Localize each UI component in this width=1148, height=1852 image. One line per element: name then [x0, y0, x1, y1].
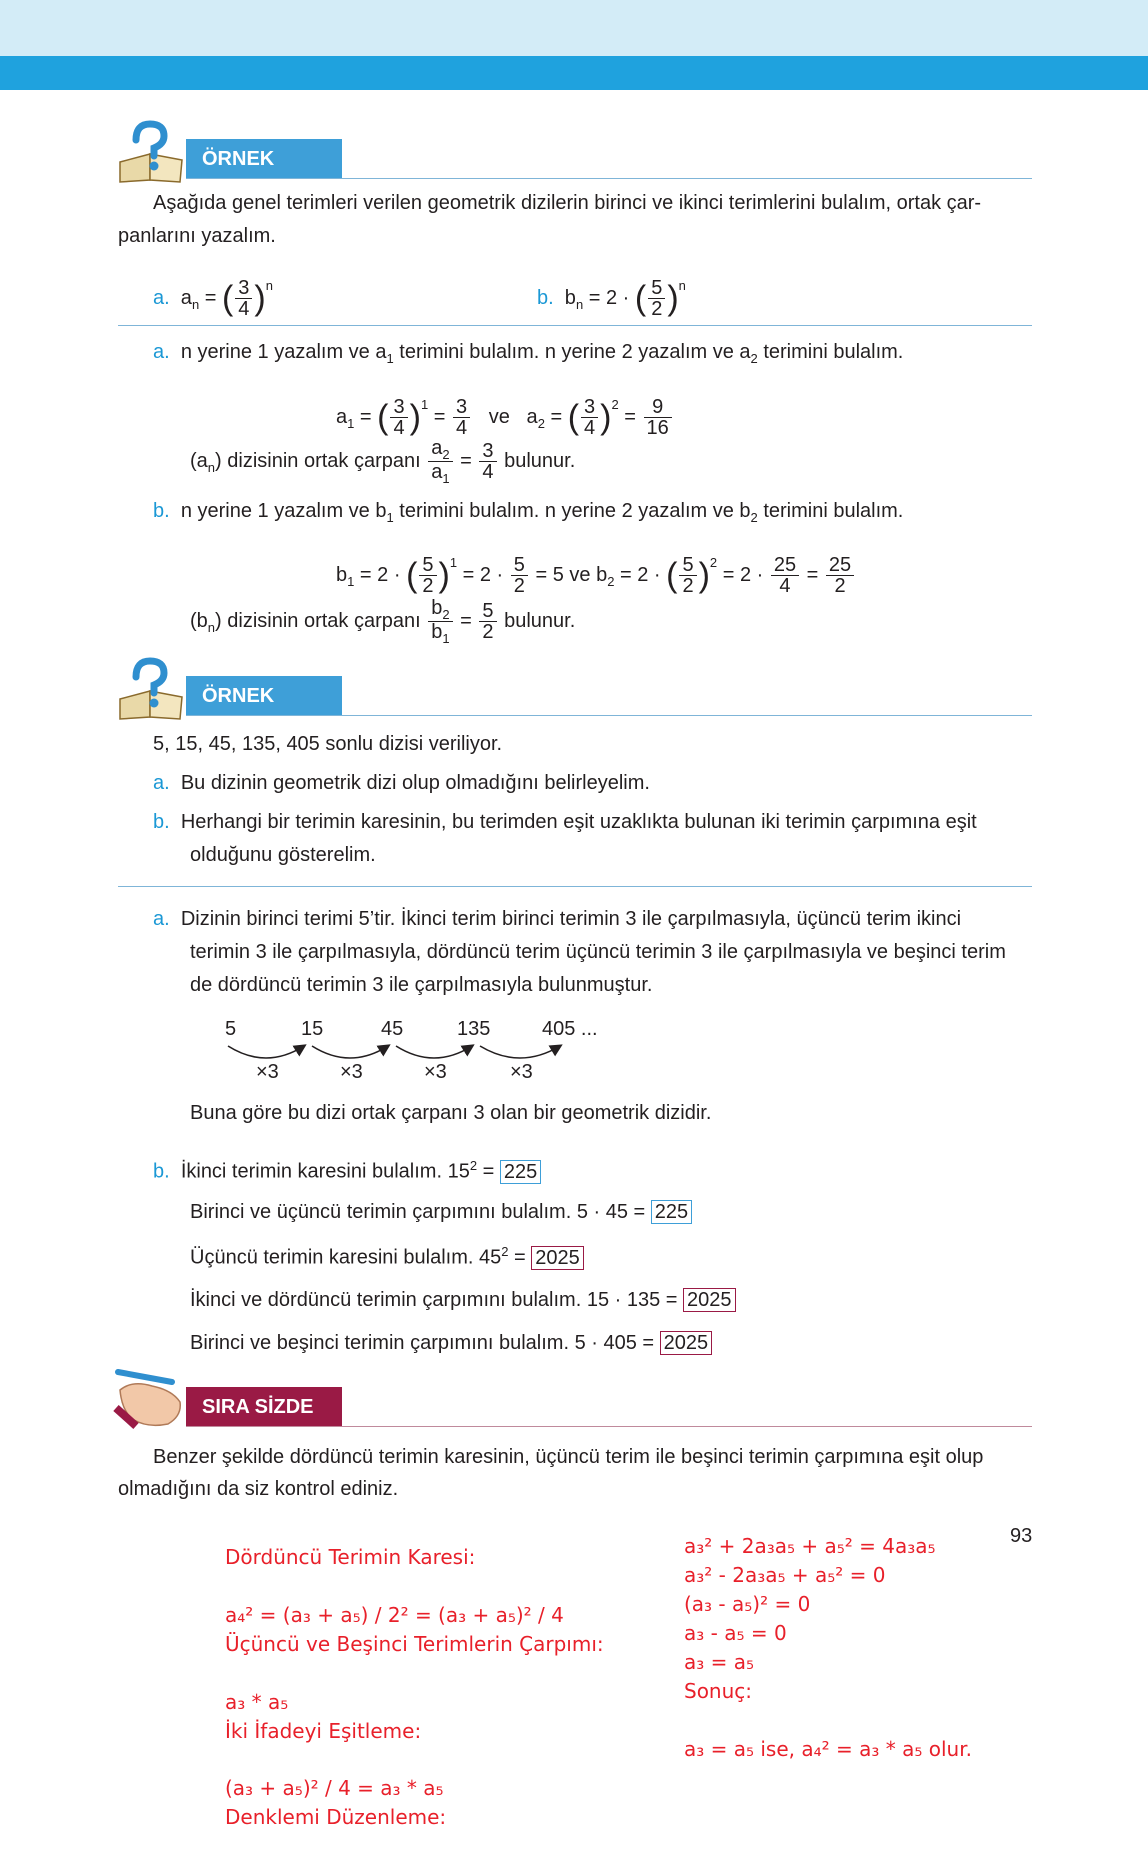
label-b: b.: [153, 1160, 170, 1183]
label-b: b.: [153, 500, 170, 522]
step-sup: 2: [501, 1244, 509, 1259]
step-result: 225: [651, 1200, 692, 1224]
page-number: 93: [1010, 1525, 1033, 1547]
step-expr: 15: [447, 1160, 470, 1183]
sol-b-end: terimini bulalım.: [763, 500, 904, 522]
sol-a-mid: terimini bulalım. n yerine 2 yazalım ve a: [399, 341, 751, 363]
step-eq: =: [514, 1246, 526, 1269]
seq-term: 5: [225, 1018, 237, 1040]
ratio-b-text: dizisinin ortak çarpanı: [227, 610, 421, 632]
sol-b-terms: $b_1 = 2$ · ( $\frac{5}{2}$ )$^1$ = 2 · $\frac{5}{2}$ = 5 ve $b_2 = 2$ · ( $\frac{5}{2}$ )$^2$ = 2 · $\frac{25}{4}$ = $\frac{25}{2}$: [336, 538, 856, 588]
sol-b-mid: terimini bulalım. n yerine 2 yazalım ve b: [399, 500, 751, 522]
step-eq: =: [665, 1289, 678, 1311]
sol-a-line: a. n yerine 1 yazalım ve $a_1$ terimini bulalım. n yerine 2 yazalım ve $a_2$ terimini bulalım.: [153, 341, 904, 366]
ratio-a-text: dizisinin ortak çarpanı: [227, 450, 421, 472]
bulunur-a: bulunur.: [504, 450, 576, 472]
step-expr: 15 · 135: [586, 1289, 661, 1311]
step-result: 2025: [531, 1246, 584, 1270]
hw-left-line: İki İfadeyi Eşitleme:: [225, 1719, 422, 1743]
sol-a-text: n yerine 1 yazalım ve a: [180, 341, 387, 363]
header-rule: [186, 178, 1032, 179]
hw-right-line: a₃ = a₅ ise, a₄² = a₃ * a₅ olur.: [684, 1737, 972, 1761]
hw-left-line: (a₃ + a₅)² / 4 = a₃ * a₅: [225, 1776, 444, 1800]
header-rule: [186, 715, 1032, 716]
ex1-intro-line1: Aşağıda genel terimleri verilen geometrik dizilerin birinci ve ikinci terimlerini bulalım, ortak çar-: [153, 192, 982, 214]
ex1-intro-line2: panlarını yazalım.: [118, 225, 276, 247]
label-b: b.: [153, 811, 170, 833]
sol-a-end: terimini bulalım.: [763, 341, 904, 363]
ex2-qa: [153, 772, 650, 795]
bulunur-b: bulunur.: [504, 610, 576, 632]
seq-term: 135: [457, 1018, 491, 1040]
top-banner: [0, 0, 1148, 90]
mult-label: ×3: [510, 1061, 533, 1083]
sol-a-1: [153, 908, 961, 931]
label-a: a.: [153, 341, 170, 363]
step-row: [190, 1244, 584, 1270]
hw-left-line: a₄² = (a₃ + a₅) / 2² = (a₃ + a₅)² / 4: [225, 1603, 564, 1627]
question-book-icon: [116, 655, 186, 721]
hw-left-line: Denklemi Düzenleme:: [225, 1805, 447, 1829]
hw-left-line: Üçüncü ve Beşinci Terimlerin Çarpımı:: [225, 1632, 604, 1656]
hw-right-line: a₃² + 2a₃a₅ + a₅² = 4a₃a₅: [684, 1534, 936, 1558]
step-text: İkinci ve dördüncü terimin çarpımını bulalım.: [190, 1289, 582, 1311]
hw-right-line: a₃ - a₅ = 0: [684, 1621, 787, 1645]
step-expr: 5 · 405: [574, 1332, 637, 1354]
sira-text-1: Benzer şekilde dördüncü terimin karesinin, üçüncü terim ile beşinci terimin çarpımına eşit olup: [153, 1446, 984, 1468]
mult-label: ×3: [256, 1061, 279, 1083]
step-text: İkinci terimin karesini bulalım.: [180, 1160, 443, 1183]
step-sup: 2: [469, 1158, 478, 1173]
hw-left-line: Dördüncü Terimin Karesi:: [225, 1545, 476, 1569]
seq-term: 405 ...: [542, 1018, 598, 1040]
hw-right-line: (a₃ - a₅)² = 0: [684, 1592, 811, 1616]
ornek-header-1: ÖRNEK: [186, 139, 342, 179]
sol-a-3: de dördüncü terimin 3 ile çarpılmasıyla bulunmuştur.: [190, 974, 653, 996]
step-eq: =: [482, 1160, 495, 1183]
sol-a-text-1: Dizinin birinci terimi 5’tir. İkinci terim birinci terimin 3 ile çarpılmasıyla, üçüncü terim ikinci: [180, 908, 962, 930]
qa-text: Bu dizinin geometrik dizi olup olmadığını belirleyelim.: [180, 772, 650, 794]
sol-b-line: b. n yerine 1 yazalım ve $b_1$ terimini bulalım. n yerine 2 yazalım ve $b_2$ terimini bulalım.: [153, 500, 904, 525]
seq-term: 15: [301, 1018, 324, 1040]
label-b: b.: [537, 287, 554, 309]
hw-right-line: Sonuç:: [684, 1679, 753, 1703]
step-eq: =: [633, 1201, 646, 1223]
sira-text-2: olmadığını da siz kontrol ediniz.: [118, 1478, 399, 1500]
step-row: [190, 1288, 736, 1312]
header-rule: [186, 1426, 1032, 1427]
step-row: [153, 1158, 541, 1184]
step-eq: =: [642, 1332, 655, 1354]
formula-b: b. $b_n = 2$ · ( $\frac{5}{2}$ )$^n$: [537, 277, 686, 321]
sol-a-terms: $a_1$ = ( $\frac{3}{4}$ )$^1$ = $\frac{3}{4}$ ve $a_2$ = ( $\frac{3}{4}$ )$^2$ = $\frac{9}{16}$: [336, 380, 674, 430]
step-text: Birinci ve üçüncü terimin çarpımını bulalım.: [190, 1201, 572, 1223]
ex2-qb: [153, 811, 977, 834]
step-text: Üçüncü terimin karesini bulalım.: [190, 1246, 474, 1269]
mult-label: ×3: [424, 1061, 447, 1083]
divider: [118, 325, 1032, 326]
step-result: 2025: [683, 1288, 736, 1312]
formula-a: a. $a_n$ = ( $\frac{3}{4}$ )$^n$: [153, 277, 273, 321]
step-result: 225: [500, 1160, 541, 1184]
sol-b-text: n yerine 1 yazalım ve b: [180, 500, 387, 522]
sol-b-ratio: $(b_n)$ dizisinin ortak çarpanı $\frac{b_2}{b_1}$ = $\frac{5}{2}$ bulunur.: [190, 597, 576, 647]
ornek-header-2: ÖRNEK: [186, 676, 342, 716]
step-text: Birinci ve beşinci terimin çarpımını bulalım.: [190, 1332, 570, 1354]
conclusion: Buna göre bu dizi ortak çarpanı 3 olan bir geometrik dizidir.: [190, 1102, 712, 1124]
step-expr: 45: [479, 1246, 502, 1269]
writing-hand-icon: [112, 1368, 188, 1430]
step-row: [190, 1200, 692, 1224]
label-a: a.: [153, 287, 170, 309]
question-book-icon: [116, 118, 186, 184]
step-row: [190, 1331, 712, 1355]
step-result: 2025: [660, 1331, 713, 1355]
divider: [118, 886, 1032, 887]
label-a: a.: [153, 908, 170, 930]
sol-a-2: terimin 3 ile çarpılmasıyla, dördüncü terim üçüncü terimin 3 ile çarpılmasıyla ve beşinci terim: [190, 941, 1006, 963]
ex2-statement: 5, 15, 45, 135, 405 sonlu dizisi veriliyor.: [153, 733, 503, 755]
hw-right-line: a₃² - 2a₃a₅ + a₅² = 0: [684, 1563, 886, 1587]
label-a: a.: [153, 772, 170, 794]
hw-left-line: a₃ * a₅: [225, 1690, 289, 1714]
sol-a-ratio: $(a_n)$ dizisinin ortak çarpanı $\frac{a_2}{a_1}$ = $\frac{3}{4}$ bulunur.: [190, 437, 576, 487]
hw-right-line: a₃ = a₅: [684, 1650, 755, 1674]
sira-sizde-header: SIRA SİZDE: [186, 1387, 342, 1427]
ex2-qb-2: olduğunu gösterelim.: [190, 844, 376, 866]
ve-word: ve: [488, 406, 510, 428]
qb-text-1: Herhangi bir terimin karesinin, bu terimden eşit uzaklıkta bulunan iki terimin çarpımına eşit: [180, 811, 977, 833]
step-expr: 5 · 45: [576, 1201, 628, 1223]
mult-label: ×3: [340, 1061, 363, 1083]
seq-term: 45: [381, 1018, 404, 1040]
ve-word: ve: [569, 564, 591, 586]
